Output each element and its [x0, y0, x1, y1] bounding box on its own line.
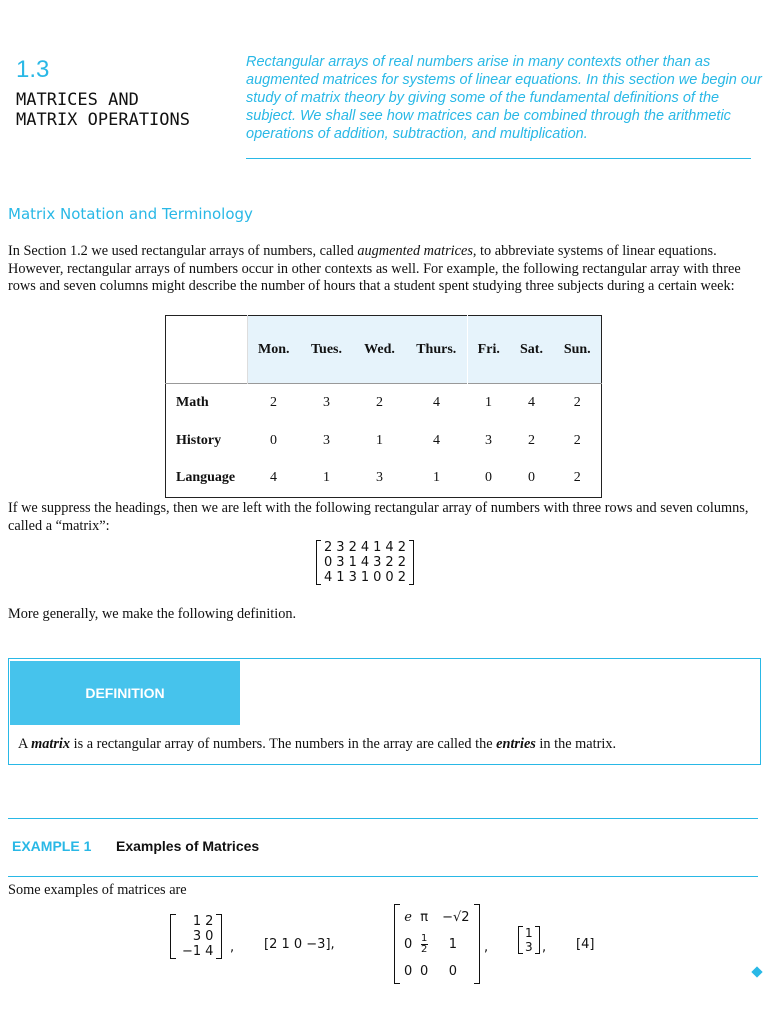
- matrix-entry: −√2: [442, 909, 470, 925]
- matrix-entry: 0: [324, 555, 333, 570]
- section-title: [16, 90, 236, 130]
- column-header: Sun.: [554, 316, 602, 384]
- matrix-entry: 3: [373, 555, 382, 570]
- subsection-heading: Matrix Notation and Terminology: [8, 205, 253, 223]
- matrix-entry: 1: [360, 570, 370, 585]
- paragraph-text: In Section 1.2 we used rectangular arrays of numbers, called: [8, 243, 358, 259]
- table-corner: [166, 316, 248, 384]
- left-bracket: [316, 540, 321, 585]
- table-cell: 4: [406, 384, 468, 422]
- matrix-entry: 3: [348, 570, 357, 585]
- example-intro: Some examples of matrices are: [8, 882, 187, 898]
- example-column-matrix: [518, 926, 540, 954]
- table-cell: 2: [573, 470, 581, 486]
- matrix-row: [180, 914, 215, 929]
- table-cell: 3: [485, 432, 492, 448]
- table-cell: 2: [573, 432, 581, 448]
- paragraph-suppress: If we suppress the headings, then we are left with the following rectangular array of numbers with three rows and seven columns, called a “matrix”:: [8, 500, 749, 534]
- column-header: Tues.: [300, 316, 354, 384]
- table-header-row: [166, 316, 602, 384]
- column-header: Thurs.: [406, 316, 468, 384]
- table-cell: 3: [376, 470, 383, 486]
- matrix-row: [180, 929, 215, 944]
- example-number: EXAMPLE 1: [12, 838, 92, 854]
- row-label: History: [176, 432, 222, 448]
- matrix-entry: 0: [385, 570, 394, 585]
- matrix-entry: −1: [182, 944, 202, 959]
- table-cell: 1: [433, 470, 440, 486]
- column-header: Fri.: [468, 316, 510, 384]
- matrix-entry: 2: [324, 540, 333, 555]
- example-top-rule: [8, 818, 758, 819]
- matrix-entry: 2: [385, 555, 394, 570]
- comma: ,: [484, 940, 489, 955]
- matrix-entry: 3: [336, 555, 345, 570]
- definition-text-part: is a rectangular array of numbers. The numbers in the array are called the: [70, 736, 497, 752]
- matrix-entry: 1: [348, 555, 357, 570]
- section-title-line2: MATRIX OPERATIONS: [16, 110, 190, 130]
- fraction-numerator: 1: [421, 932, 428, 944]
- right-bracket: [409, 540, 414, 585]
- matrix-entry: 4: [360, 555, 370, 570]
- table-cell: 0: [528, 470, 535, 486]
- matrix-entry: 0: [404, 963, 413, 979]
- matrix-entry: 3: [192, 929, 202, 944]
- matrix-entry: 1: [192, 914, 202, 929]
- matrix-row: [322, 570, 408, 585]
- row-label: Language: [176, 470, 236, 486]
- matrix-entry: 2: [397, 555, 406, 570]
- left-bracket: [518, 926, 523, 954]
- table-cell: 0: [270, 432, 277, 448]
- table-cell: 2: [528, 432, 535, 448]
- matrix-row: [523, 940, 535, 954]
- row-label: Math: [166, 384, 248, 422]
- matrix-entry: π: [420, 909, 429, 925]
- left-bracket: [170, 914, 176, 959]
- intro-divider: [246, 158, 751, 159]
- matrix-row: [402, 930, 472, 958]
- table-cell: 4: [433, 432, 440, 448]
- matrix-entry: 0: [205, 929, 214, 944]
- paragraph-generally: More generally, we make the following definition.: [8, 606, 297, 622]
- definition-text-part: in the matrix.: [535, 736, 617, 752]
- example-matrix-3x2: [170, 914, 222, 959]
- matrix-entry: 1: [448, 936, 457, 952]
- matrix-entry: 1: [336, 570, 345, 585]
- matrix-row: [322, 555, 408, 570]
- table-cell: 1: [376, 432, 383, 448]
- matrix-entry: 2: [348, 540, 357, 555]
- table-cell: 4: [510, 384, 554, 422]
- table-cell: 1: [468, 384, 510, 422]
- fraction-denominator: 2: [421, 943, 428, 955]
- table-cell: 4: [270, 470, 277, 486]
- right-bracket: [535, 926, 540, 954]
- definition-text-part: A: [18, 736, 32, 752]
- paragraph-intro: [8, 243, 763, 296]
- study-hours-table: [165, 315, 602, 498]
- comma: ,: [542, 940, 547, 955]
- term-augmented-matrices: augmented matrices: [357, 243, 473, 259]
- section-title-line1: MATRICES AND: [16, 90, 139, 110]
- section-intro: Rectangular arrays of real numbers arise in many contexts other than as augmented matrices for systems of linear equations. In this section we begin our study of matrix theory by giving some of the fundamental definitions of the subject. We shall see how matrices can be combined through the arithmetic operations of addition, subtraction, and multiplication.: [246, 54, 762, 142]
- matrix-entry: 0: [373, 570, 382, 585]
- example-matrix-3x3: [394, 904, 480, 984]
- definition-text: [18, 736, 616, 753]
- matrix-entry: 0: [404, 936, 413, 952]
- matrix-entry: 2: [205, 914, 214, 929]
- right-bracket: [474, 904, 480, 984]
- column-header: Sat.: [510, 316, 554, 384]
- example-title: Examples of Matrices: [116, 838, 260, 854]
- example-bottom-rule: [8, 876, 758, 877]
- table-cell: 3: [323, 432, 330, 448]
- paragraph-text: , to abbreviate systems of linear equations. However, rectangular arrays of numbers occur in other contexts as well. For example, the following rectangular array with three rows and seven columns might describe the number of hours that a student spent studying three subjects during a certain week:: [8, 243, 741, 294]
- matrix-entry: 1: [373, 540, 382, 555]
- table-cell: 2: [354, 384, 406, 422]
- example-scalar-matrix: [4]: [576, 937, 595, 952]
- definition-label: DEFINITION: [10, 661, 240, 725]
- matrix-entry: 3: [525, 940, 533, 954]
- table-cell: 3: [300, 384, 354, 422]
- matrix-entry: 2: [397, 540, 406, 555]
- matrix-row: [523, 926, 535, 940]
- matrix-row: [402, 904, 472, 930]
- comma: ,: [230, 940, 235, 955]
- right-bracket: [216, 914, 222, 959]
- table-row: [166, 384, 602, 422]
- fraction-one-half: [421, 934, 428, 955]
- matrix-entry: 4: [205, 944, 214, 959]
- example-row-matrix: [2 1 0 −3],: [264, 937, 335, 952]
- matrix-entry: 0: [420, 963, 429, 979]
- left-bracket: [394, 904, 400, 984]
- table-cell: 0: [485, 470, 492, 486]
- term-matrix: matrix: [31, 736, 71, 752]
- matrix-entry: e: [404, 909, 412, 925]
- column-header: Wed.: [354, 316, 406, 384]
- table-row: [166, 422, 602, 460]
- matrix-entry: 4: [324, 570, 333, 585]
- matrix-entry: 0: [448, 963, 457, 979]
- table-cell: 2: [554, 384, 602, 422]
- matrix-row: [180, 944, 215, 959]
- matrix-row: [402, 958, 472, 984]
- matrix-entry: 3: [336, 540, 345, 555]
- matrix-entry: [414, 930, 434, 958]
- matrix-entry: 4: [385, 540, 394, 555]
- table-cell: 2: [248, 384, 300, 422]
- column-header: Mon.: [248, 316, 300, 384]
- term-entries: entries: [496, 736, 536, 752]
- matrix-entry: 1: [525, 926, 533, 940]
- matrix-row: [322, 540, 408, 555]
- hours-matrix: [316, 540, 414, 585]
- matrix-entry: 4: [360, 540, 370, 555]
- end-of-example-marker: [751, 966, 762, 977]
- matrix-entry: 2: [397, 570, 406, 585]
- section-number: 1.3: [16, 56, 50, 83]
- table-row: [166, 460, 602, 498]
- table-cell: 1: [323, 470, 330, 486]
